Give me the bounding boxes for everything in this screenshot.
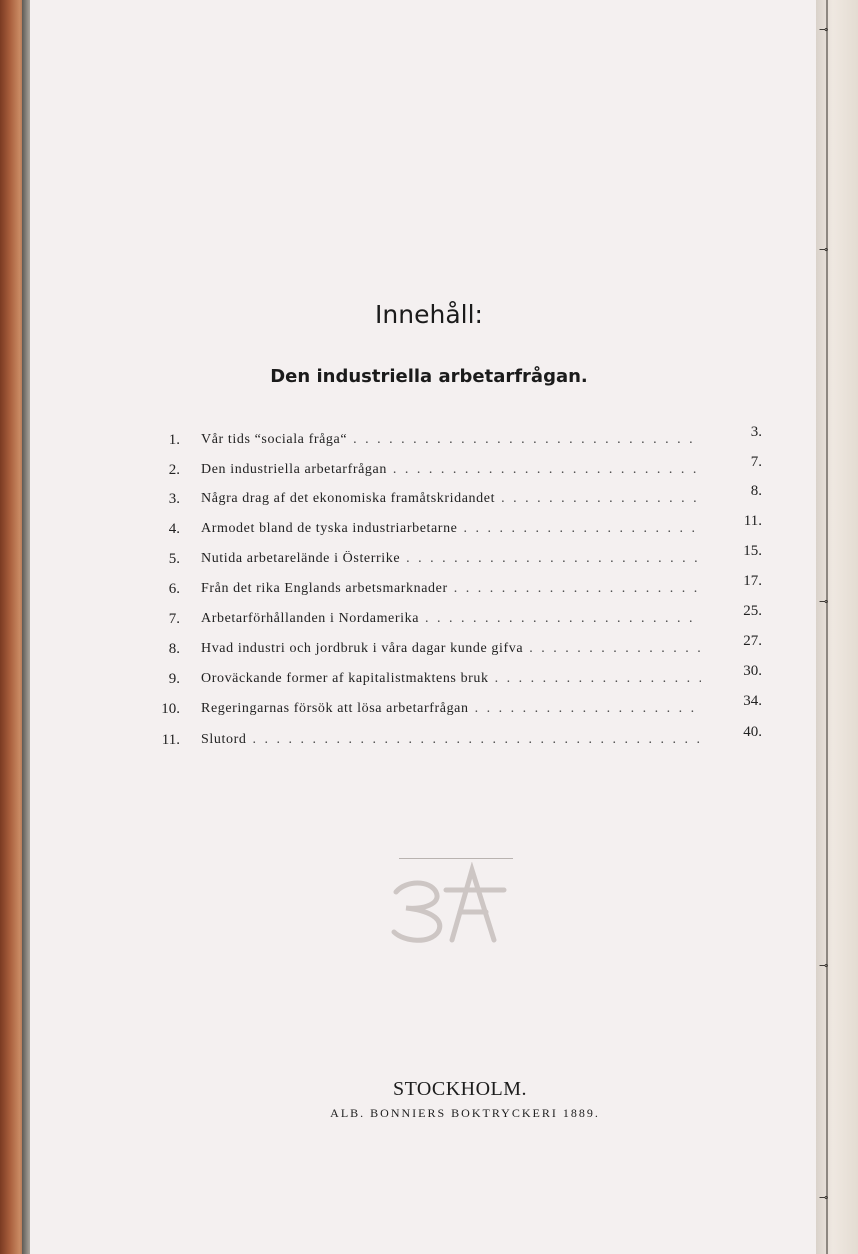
toc-number: 1. [168, 432, 180, 448]
toc-title: Nutida arbetarelände i Österrike . . . [201, 551, 701, 567]
toc-title: Regeringarnas försök att lösa arbetarfrågan . . . [201, 701, 701, 717]
toc-page: 25. [743, 603, 762, 619]
publisher-monogram-icon [386, 862, 508, 950]
toc-title: Oroväckande former af kapitalistmaktens bruk . . . [201, 671, 701, 687]
imprint-publisher: ALB. BONNIERS BOKTRYCKERI 1889. [330, 1106, 600, 1120]
toc-title: Den industriella arbetarfrågan . . . [201, 462, 701, 478]
stitch-mark: ⊸ [819, 959, 829, 972]
toc-page: 8. [750, 483, 762, 499]
toc-number: 6. [168, 581, 180, 597]
toc-page: 7. [750, 454, 762, 470]
toc-page: 34. [743, 693, 762, 709]
stitch-mark: ⊸ [819, 23, 829, 36]
toc-number: 3. [168, 491, 180, 507]
ornament-rule [399, 858, 513, 859]
toc-page: 40. [743, 724, 762, 740]
toc-number: 10. [161, 701, 180, 717]
toc-number: 4. [168, 521, 180, 537]
contents-subheading: Den industriella arbetarfrågan. [270, 366, 588, 387]
toc-page: 27. [743, 633, 762, 649]
toc-title: Från det rika Englands arbetsmarknader . . . [201, 581, 701, 597]
toc-title: Armodet bland de tyska industriarbetarne . . . [201, 521, 701, 537]
stitch-mark: ⊸ [819, 595, 829, 608]
stitch-mark: ⊸ [819, 243, 829, 256]
toc-page: 30. [743, 663, 762, 679]
toc-title: Några drag af det ekonomiska framåtskridandet . . . [201, 491, 701, 507]
toc-entry [0, 724, 858, 760]
toc-number: 2. [168, 462, 180, 478]
toc-number: 11. [161, 732, 180, 748]
contents-heading: Innehåll: [375, 300, 483, 329]
toc-title: Vår tids “sociala fråga“ . . . [201, 432, 701, 448]
toc-number: 7. [168, 611, 180, 627]
toc-title: Arbetarförhållanden i Nordamerika . . . [201, 611, 701, 627]
toc-page: 15. [743, 543, 762, 559]
toc-title: Slutord . . . [201, 732, 701, 748]
toc-number: 5. [168, 551, 180, 567]
stitch-mark: ⊸ [819, 1191, 829, 1204]
toc-number: 9. [168, 671, 180, 687]
toc-number: 8. [168, 641, 180, 657]
toc-page: 11. [743, 513, 762, 529]
toc-title: Hvad industri och jordbruk i våra dagar kunde gifva . . . [201, 641, 701, 657]
toc-page: 17. [743, 573, 762, 589]
toc-page: 3. [750, 424, 762, 440]
imprint-city: STOCKHOLM. [392, 1078, 528, 1100]
